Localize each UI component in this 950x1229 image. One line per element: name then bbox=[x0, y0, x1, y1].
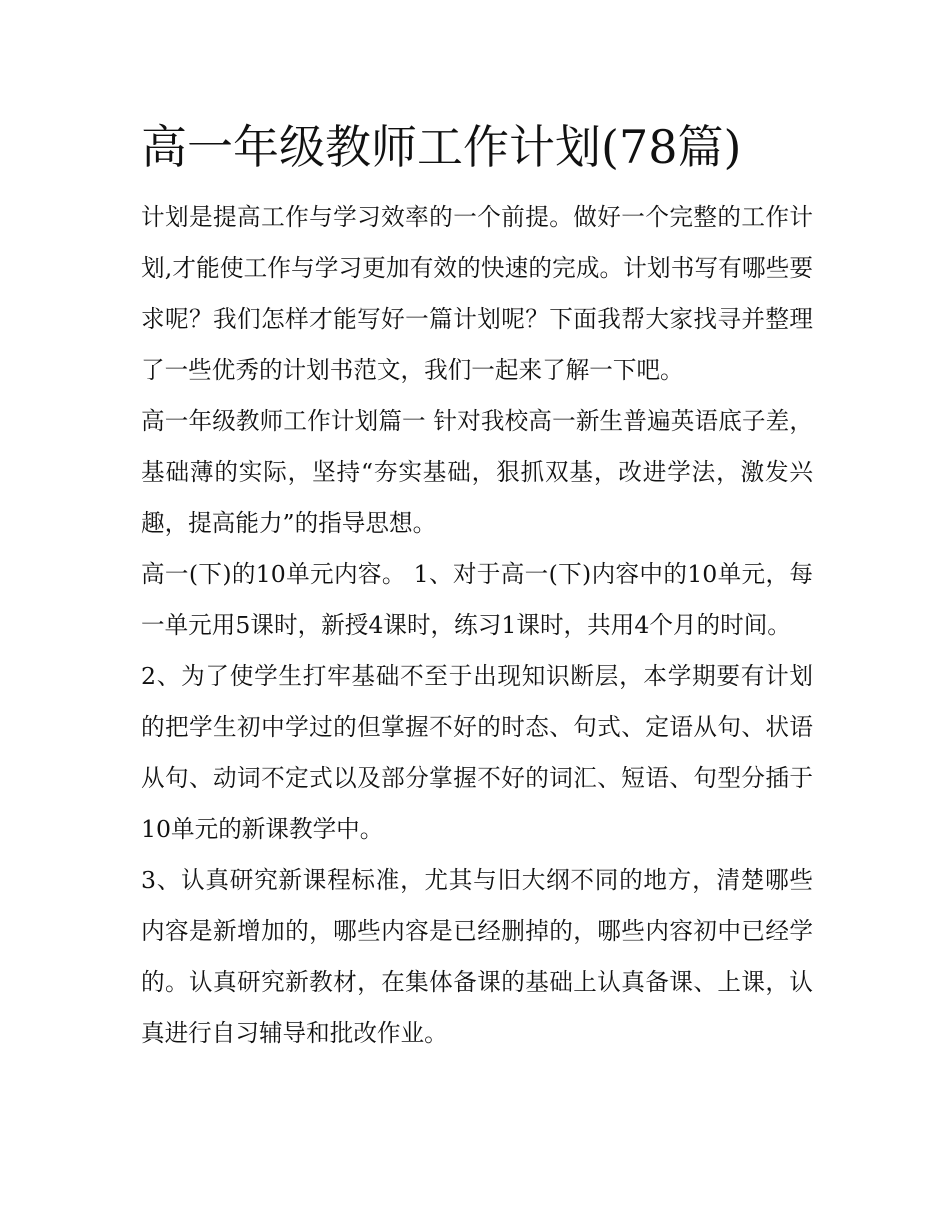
paragraph-item-3: 3、认真研究新课程标准，尤其与旧大纲不同的地方，清楚哪些内容是新增加的，哪些内容是已经删掉的，哪些内容初中已经学的。认真研究新教材，在集体备课的基础上认真备课、上课，认真进行自习辅导和批改作业。 bbox=[141, 866, 813, 1047]
paragraph-item-1: 高一(下)的10单元内容。 1、对于高一(下)内容中的10单元，每一单元用5课时，新授4课时，练习1课时，共用4个月的时间。 bbox=[141, 560, 813, 639]
paragraph-item-2: 2、为了使学生打牢基础不至于出现知识断层，本学期要有计划的把学生初中学过的但掌握不好的时态、句式、定语从句、状语从句、动词不定式以及部分掌握不好的词汇、短语、句型分插于10单元的新课教学中。 bbox=[141, 662, 813, 843]
paragraph-plan-one: 高一年级教师工作计划篇一 针对我校高一新生普遍英语底子差，基础薄的实际，坚持“夯实基础，狠抓双基，改进学法，激发兴趣，提高能力”的指导思想。 bbox=[141, 407, 813, 537]
document-body bbox=[141, 116, 813, 1059]
paragraph-intro: 计划是提高工作与学习效率的一个前提。做好一个完整的工作计划,才能使工作与学习更加有效的快速的完成。计划书写有哪些要求呢？我们怎样才能写好一篇计划呢？下面我帮大家找寻并整理了一些优秀的计划书范文，我们一起来了解一下吧。 bbox=[141, 203, 813, 384]
document-title: 高一年级教师工作计划(78篇) bbox=[141, 120, 742, 174]
